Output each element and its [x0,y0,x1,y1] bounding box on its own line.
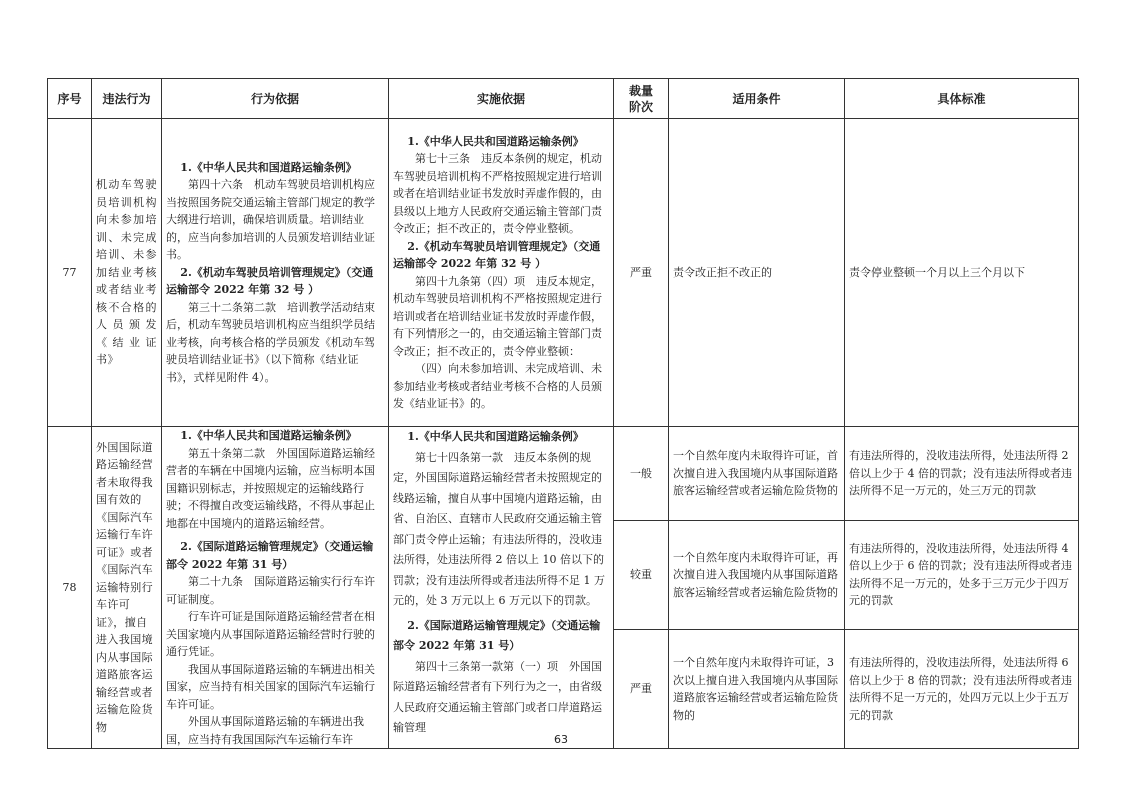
basis-paragraph: 行车许可证是国际道路运输经营者在相关国家境内从事国际道路运输经营时行驶的通行凭证。 [166,610,375,658]
row-number: 78 [48,427,92,749]
basis-title-2: 2.《国际道路运输管理规定》（交通运输部令 2022 年第 31 号） [166,540,374,571]
header-specific-standard: 具体标准 [845,79,1079,119]
basis-paragraph: 我国从事国际道路运输的车辆进出相关国家，应当持有相关国家的国际汽车运输行车许可证。 [166,662,375,711]
impl-paragraph: 第四十九条第（四）项 违反本规定，机动车驾驶员培训机构不严格按照规定进行培训或者在培训结业证书发放时弄虚作假，有下列情形之一的，由交通运输主管部门责令改正；拒不改正的，责令停业整顿： [393,274,602,358]
impl-title-2: 2.《国际道路运输管理规定》（交通运输部令 2022 年第 31 号） [393,618,601,652]
header-no: 序号 [48,79,92,119]
specific-standard: 有违法所得的，没收违法所得，处违法所得 6 倍以上少于 8 倍的罚款；没有违法所得或者违法所得不足一万元的，处四万元以上少于五万元的罚款 [845,630,1079,749]
table-header-row [48,79,1079,119]
header-applicable-condition: 适用条件 [669,79,845,119]
basis-title-1: 1.《中华人民共和国道路运输条例》 [180,429,357,442]
specific-standard: 有违法所得的，没收违法所得，处违法所得 2 倍以上少于 4 倍的罚款；没有违法所得或者违法所得不足一万元的，处三万元的罚款 [845,427,1079,521]
specific-standard: 有违法所得的，没收违法所得，处违法所得 4 倍以上少于 6 倍的罚款；没有违法所得或者违法所得不足一万元的，处多于三万元少于四万元的罚款 [845,520,1079,630]
header-implementation-basis: 实施依据 [389,79,614,119]
violation-description: 机动车驾驶员培训机构向未参加培训、未完成培训、未参加结业考核或者结业考核不合格的人员颁发《结业证书》 [92,119,162,427]
discretion-level: 严重 [614,630,669,749]
applicable-condition: 一个自然年度内未取得许可证，首次擅自进入我国境内从事国际道路旅客运输经营或者运输危险货物的 [669,427,845,521]
basis-paragraph: 第三十二条第二款 培训教学活动结束后，机动车驾驶员培训机构应当组织学员结业考核，向考核合格的学员颁发《机动车驾驶员培训结业证书》（以下简称《结业证书》，式样见附件 4）。 [166,300,375,384]
implementation-basis-cell [389,427,614,749]
impl-paragraph: （四）向未参加培训、未完成培训、未参加结业考核或者结业考核不合格的人员颁发《结业证书》的。 [393,362,602,410]
header-violation: 违法行为 [92,79,162,119]
impl-paragraph: 第七十四条第一款 违反本条例的规定，外国国际道路运输经营者未按照规定的线路运输，擅自从事中国境内道路运输，由省、自治区、直辖市人民政府交通运输主管部门责令停止运输；有违法所得的，没收违法所得，处违法所得 2 倍以上 10 倍以下的罚款；没有违法所得或者违法所得不足 1 万元的，处 3 万元以上 6 万元以下的罚款。 [393,450,605,607]
legal-basis-cell [162,427,389,749]
basis-title-1: 1.《中华人民共和国道路运输条例》 [180,160,357,174]
discretion-level: 一般 [614,427,669,521]
basis-paragraph: 外国从事国际道路运输的车辆进出我国，应当持有我国国际汽车运输行车许 [166,715,364,746]
table-row [48,119,1079,427]
basis-paragraph: 第五十条第二款 外国国际道路运输经营者的车辆在中国境内运输，应当标明本国国籍识别标志，并按照规定的运输线路行驶；不得擅自改变运输线路，不得从事起止地都在中国境内的道路运输经营。 [166,446,375,530]
legal-basis-cell [162,119,389,427]
basis-title-2: 2.《机动车驾驶员培训管理规定》（交通运输部令 2022 年第 32 号 ） [166,265,374,297]
basis-paragraph: 第四十六条 机动车驾驶员培训机构应当按照国务院交通运输主管部门规定的教学大纲进行培训，确保培训质量。培训结业的，应当向参加培训的人员颁发培训结业证书。 [166,178,375,262]
discretion-level: 较重 [614,520,669,630]
impl-title-1: 1.《中华人民共和国道路运输条例》 [407,134,584,148]
page-number: 63 [554,733,568,746]
impl-paragraph: 第四十三条第一款第（一）项 外国国际道路运输经营者有下列行为之一，由省级人民政府交通运输主管部门或者口岸道路运输管理 [393,659,602,734]
impl-title-2: 2.《机动车驾驶员培训管理规定》（交通运输部令 2022 年第 32 号 ） [393,239,601,270]
specific-standard: 责令停业整顿一个月以上三个月以下 [845,119,1079,427]
discretion-level: 严重 [614,119,669,427]
header-legal-basis: 行为依据 [162,79,389,119]
impl-paragraph: 第七十三条 违反本条例的规定，机动车驾驶员培训机构不严格按照规定进行培训或者在培训结业证书发放时弄虚作假的，由县级以上地方人民政府交通运输主管部门责令改正；拒不改正的，责令停业整顿。 [393,152,602,235]
applicable-condition: 一个自然年度内未取得许可证，再次擅自进入我国境内从事国际道路旅客运输经营或者运输危险货物的 [669,520,845,630]
row-number: 77 [48,119,92,427]
impl-title-1: 1.《中华人民共和国道路运输条例》 [407,430,584,443]
violation-description: 外国国际道路运输经营者未取得我国有效的《国际汽车运输行车许可证》或者《国际汽车运输特别行车许可证》，擅自进入我国境内从事国际道路旅客运输经营或者运输危险货物 [92,427,162,749]
implementation-basis-cell [389,119,614,427]
basis-paragraph: 第二十九条 国际道路运输实行行车许可证制度。 [166,575,375,606]
header-discretion-level: 裁量阶次 [614,79,669,119]
applicable-condition: 一个自然年度内未取得许可证，3 次以上擅自进入我国境内从事国际道路旅客运输经营或者运输危险货物的 [669,630,845,749]
applicable-condition: 责令改正拒不改正的 [669,119,845,427]
table-row [48,427,1079,521]
penalty-discretion-table [47,78,1079,749]
